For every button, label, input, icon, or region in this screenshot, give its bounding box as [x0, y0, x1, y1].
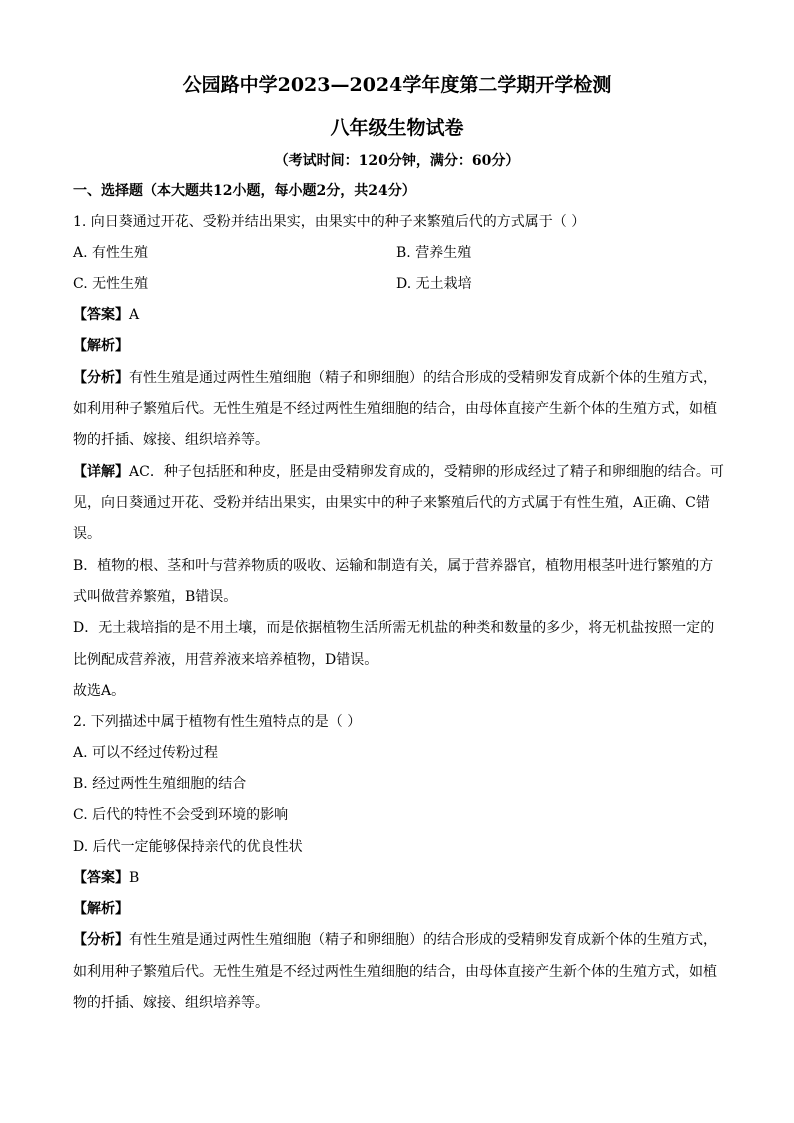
question-1-fenxi-line: 如利用种子繁殖后代。无性生殖是不经过两性生殖细胞的结合，由母体直接产生新个体的生殖方式，如植: [73, 401, 717, 417]
answer-label: 【答案】: [73, 307, 129, 323]
question-2-stem: 2. 下列描述中属于植物有性生殖特点的是（ ）: [73, 714, 362, 730]
question-1-option-c: C. 无性生殖: [73, 276, 149, 292]
question-1-analysis-label: [73, 336, 129, 356]
analysis-label: 【解析】: [73, 338, 129, 354]
question-1-detail-line: 见，向日葵通过开花、受粉并结出果实，由果实中的种子来繁殖后代的方式属于有性生殖，A正确、C错: [73, 495, 710, 511]
question-1-stem: 1. 向日葵通过开花、受粉并结出果实，由果实中的种子来繁殖后代的方式属于（ ）: [73, 214, 586, 230]
question-2-option-d: D. 后代一定能够保持亲代的优良性状: [73, 839, 303, 855]
answer-label: 【答案】: [73, 870, 129, 886]
fenxi-text: 有性生殖是通过两性生殖细胞（精子和卵细胞）的结合形成的受精卵发育成新个体的生殖方式，: [129, 932, 717, 948]
question-2-option-c: C. 后代的特性不会受到环境的影响: [73, 807, 289, 823]
question-2-option-b: B. 经过两性生殖细胞的结合: [73, 776, 247, 792]
fenxi-label: 【分析】: [73, 370, 129, 386]
question-1-detail-line: D．无土栽培指的是不用土壤，而是依据植物生活所需无机盐的种类和数量的多少，将无机盐按照一定的: [73, 620, 715, 636]
question-2-fenxi-line: 如利用种子繁殖后代。无性生殖是不经过两性生殖细胞的结合，由母体直接产生新个体的生殖方式，如植: [73, 964, 717, 980]
question-2-option-a: A. 可以不经过传粉过程: [73, 745, 219, 761]
question-1-detail-line: B．植物的根、茎和叶与营养物质的吸收、运输和制造有关，属于营养器官，植物用根茎叶进行繁殖的方: [73, 558, 714, 574]
question-1-detail-line: 比例配成营养液，用营养液来培养植物，D错误。: [73, 652, 379, 668]
question-1-detail-line: [73, 462, 724, 482]
exam-title: 公园路中学2023—2024学年度第二学期开学检测: [182, 74, 612, 96]
question-2-fenxi-line: 物的扦插、嫁接、组织培养等。: [73, 995, 269, 1011]
question-1-fenxi-line: [73, 368, 717, 388]
question-1-option-a: A. 有性生殖: [73, 245, 149, 261]
question-1-fenxi-line: 物的扦插、嫁接、组织培养等。: [73, 432, 269, 448]
exam-subtitle: 八年级生物试卷: [330, 117, 464, 139]
question-2-fenxi-line: [73, 930, 717, 950]
question-1-option-d: D. 无土栽培: [396, 276, 472, 292]
fenxi-text: 有性生殖是通过两性生殖细胞（精子和卵细胞）的结合形成的受精卵发育成新个体的生殖方式，: [129, 370, 717, 386]
question-1-detail-line: 误。: [73, 526, 101, 542]
question-1-answer: [73, 305, 139, 325]
section-heading: 一、选择题（本大题共12小题，每小题2分，共24分）: [73, 183, 416, 199]
answer-value: B: [129, 870, 140, 886]
question-2-answer: [73, 868, 139, 888]
exam-info: （考试时间：120分钟，满分：60分）: [274, 153, 520, 169]
answer-value: A: [129, 307, 140, 323]
fenxi-label: 【分析】: [73, 932, 129, 948]
question-1-detail-line: 式叫做营养繁殖，B错误。: [73, 589, 238, 605]
analysis-label: 【解析】: [73, 901, 129, 917]
question-1-conclusion: 故选A。: [73, 683, 126, 699]
detail-text: AC．种子包括胚和种皮，胚是由受精卵发育成的，受精卵的形成经过了精子和卵细胞的结合。可: [129, 464, 724, 480]
question-1-option-b: B. 营养生殖: [396, 245, 472, 261]
question-2-analysis-label: [73, 899, 129, 919]
detail-label: 【详解】: [73, 464, 129, 480]
